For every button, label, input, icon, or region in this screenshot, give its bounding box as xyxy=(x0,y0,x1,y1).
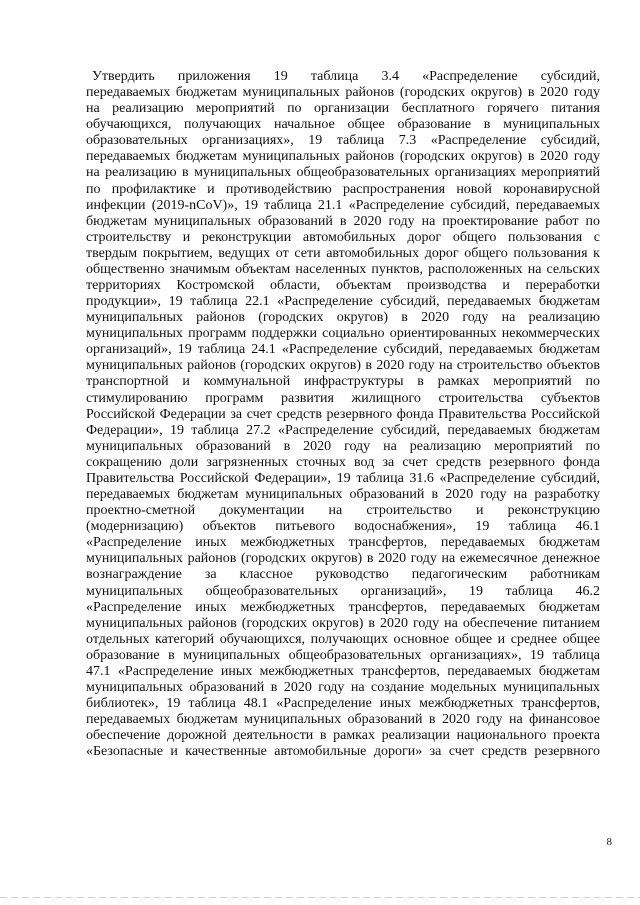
text-line: строительству и реконструкции автомобильных дорог общего пользования с xyxy=(86,229,600,245)
text-line: образование в муниципальных общеобразовательных организациях», 19 таблица xyxy=(86,647,600,663)
text-line: «Распределение иных межбюджетных трансфертов, передаваемых бюджетам xyxy=(86,535,600,551)
text-line: по профилактике и противодействию распространения новой коронавирусной xyxy=(86,181,600,197)
text-line: муниципальных районов (городских округов) в 2020 году на реализацию xyxy=(86,310,600,326)
text-line: Утвердить приложения 19 таблица 3.4 «Распределение субсидий, xyxy=(92,69,600,84)
text-line: стимулированию программ развития жилищного строительства субъектов xyxy=(86,390,600,406)
text-line: Российской Федерации за счет средств резервного фонда Правительства Российской xyxy=(86,406,600,422)
text-line: отдельных категорий обучающихся, получающих основное общее и среднее общее xyxy=(86,631,600,647)
text-line: на реализацию мероприятий по организации бесплатного горячего питания xyxy=(86,101,600,117)
text-line: твердым покрытием, ведущих от сети автомобильных дорог общего пользования к xyxy=(86,245,600,261)
text-line: проектно-сметной документации на строительство и реконструкцию xyxy=(86,503,600,519)
text-line: обеспечение дорожной деятельности в рамках реализации национального проекта xyxy=(86,728,600,744)
text-line: общественно значимым объектам населенных пунктов, расположенных на сельских xyxy=(86,261,600,277)
text-line: передаваемых бюджетам муниципальных образований в 2020 году на разработку xyxy=(86,487,600,503)
text-line: транспортной и коммунальной инфраструктуры в рамках мероприятий по xyxy=(86,374,600,390)
text-line: обучающихся, получающих начальное общее образование в муниципальных xyxy=(86,117,600,133)
text-line: вознаграждение за классное руководство педагогическим работникам xyxy=(86,567,600,583)
text-line: муниципальных программ поддержки социально ориентированных некоммерческих xyxy=(86,326,600,342)
text-line: библиотек», 19 таблица 48.1 «Распределение иных межбюджетных трансфертов, xyxy=(86,696,600,712)
text-line: муниципальных общеобразовательных организаций», 19 таблица 46.2 xyxy=(86,583,600,599)
text-line: муниципальных районов (городских округов) в 2020 году на строительство объектов xyxy=(86,358,600,374)
body-text xyxy=(86,69,600,760)
text-line: организаций», 19 таблица 24.1 «Распределение субсидий, передаваемых бюджетам xyxy=(86,342,600,358)
text-line: бюджетам муниципальных образований в 2020 году на проектирование работ по xyxy=(86,213,600,229)
text-line: передаваемых бюджетам муниципальных районов (городских округов) в 2020 году xyxy=(86,85,600,101)
text-line: муниципальных образований в 2020 году на реализацию мероприятий по xyxy=(86,438,600,454)
text-line: территориях Костромской области, объектам производства и переработки xyxy=(86,278,600,294)
text-line: «Безопасные и качественные автомобильные дороги» за счет средств резервного xyxy=(86,744,600,760)
page-number: 8 xyxy=(606,836,612,848)
text-line: Федерации», 19 таблица 27.2 «Распределение субсидий, передаваемых бюджетам xyxy=(86,422,600,438)
text-line: 47.1 «Распределение иных межбюджетных трансфертов, передаваемых бюджетам xyxy=(86,663,600,679)
text-line: муниципальных районов (городских округов) в 2020 году на обеспечение питанием xyxy=(86,615,600,631)
text-line: продукции», 19 таблица 22.1 «Распределение субсидий, передаваемых бюджетам xyxy=(86,294,600,310)
text-line: передаваемых бюджетам муниципальных районов (городских округов) в 2020 году xyxy=(86,149,600,165)
text-line: передаваемых бюджетам муниципальных образований в 2020 году на финансовое xyxy=(86,712,600,728)
text-line: сокращению доли загрязненных сточных вод за счет средств резервного фонда xyxy=(86,454,600,470)
text-line: «Распределение иных межбюджетных трансфертов, передаваемых бюджетам xyxy=(86,599,600,615)
text-line: (модернизацию) объектов питьевого водоснабжения», 19 таблица 46.1 xyxy=(86,519,600,535)
text-line: на реализацию в муниципальных общеобразовательных организациях мероприятий xyxy=(86,165,600,181)
text-line: Правительства Российской Федерации», 19 таблица 31.6 «Распределение субсидий, xyxy=(86,470,600,486)
text-line: муниципальных районов (городских округов) в 2020 году на ежемесячное денежное xyxy=(86,551,600,567)
text-line: образовательных организациях», 19 таблица 7.3 «Распределение субсидий, xyxy=(86,133,600,149)
scan-edge-line xyxy=(0,897,640,898)
text-line: муниципальных образований в 2020 году на создание модельных муниципальных xyxy=(86,679,600,695)
text-line: инфекции (2019-nCoV)», 19 таблица 21.1 «Распределение субсидий, передаваемых xyxy=(86,197,600,213)
